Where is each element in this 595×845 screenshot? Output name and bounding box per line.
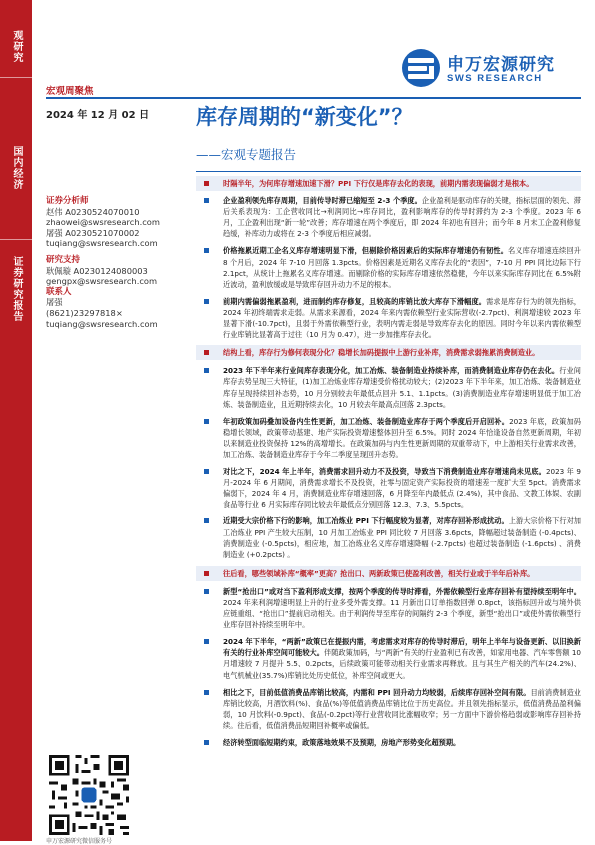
logo-chinese-name: 申万宏源研究 [447,55,555,75]
sidebar-label-research: 观研究 [11,30,22,63]
logo-english-name: SWS RESEARCH [447,73,543,84]
item-lead: 前期内需偏弱拖累盈利，进而制约库存修复，且较高的库销比放大库存下滑幅度。 [223,296,487,306]
item-body: 2024 年来利润增速明显上升的行业多受外需支撑。11 月新出口订单指数回弹 0.8pct，该指标回升或与境外供应链重组、“抢出口”提前启动相关。由于利润传导至库存的间隔约 2-3 个季度，新型“抢出口”或使外需依赖型行业库存回补持续至明年中。 [223,598,581,630]
qr-code-icon [46,752,132,838]
sidebar-divider [0,239,32,240]
list-item [196,365,581,409]
bullet-icon [204,248,209,253]
item-text [223,636,581,680]
item-lead: 企业盈利领先库存周期，目前传导时滞已缩短至 2-3 个季度。 [223,196,422,206]
item-text [223,586,581,630]
report-body [196,176,581,753]
bullet-icon [204,518,209,523]
list-item [196,687,581,731]
title-rule [196,171,581,172]
list-item [196,195,581,239]
bullet-icon [204,639,209,644]
report-category: 宏观周聚焦 [46,86,94,97]
bullet-icon [204,350,209,355]
item-lead: 2023 年下半年来行业间库存表现分化，加工冶炼、装备制造业持续补库，而消费制造业库存仍在去化。 [223,366,560,376]
item-text [223,568,577,579]
support-line: 耿佩璇 A0230124080003 [46,265,148,276]
item-text [223,515,581,559]
item-text [223,195,581,239]
item-body: 行业间库存去势呈现三大特征，(1)加工冶炼业库存增速受价格扰动较大；(2)2023 年下半年来，加工冶炼、装备制造业库存呈现持续回补态势，10 月分别较去年最低点回升 5.1、1.1pcts。(3)消费制造业库存增速明显低于加工冶炼、装备制造业，且近期持续去化，10 月较去年最高点回落 2.3pcts。 [223,366,581,409]
list-item [196,586,581,630]
list-item [196,245,581,289]
bullet-icon [204,299,209,304]
bullet-icon [204,469,209,474]
list-item [196,296,581,340]
bullet-icon [204,368,209,373]
analyst-email[interactable]: zhaowei@swsresearch.com [46,217,160,228]
bullet-icon [204,419,209,424]
item-lead: 价格拖累近期工企名义库存增速明显下滑，但剔除价格因素后的实际库存增速仍有韧性。 [223,246,509,256]
qr-caption: 申万宏源研究微信服务号 [46,838,113,845]
item-lead: 新型“抢出口”或对当下盈利形成支撑，按两个季度的传导时滞看，外需依赖型行业库存回补有望持续至明年中。 [223,586,581,596]
list-item [196,636,581,680]
item-text [223,296,581,340]
brand-logo [401,48,581,88]
analyst-line: 屠强 A0230521070002 [46,227,140,238]
analyst-email[interactable]: tuqiang@swsresearch.com [46,238,158,249]
item-text [223,416,581,460]
item-body: 2023 年底，政策加码稳增长领域，政策带动基建、地产实际投资增速整体回升至 6.5%。同时 2024 年恰逢设备自然更新周期，年初以来制造业投资保持 12%的高增增长。在政策加码与内生性更新周期的双重带动下，中上游相关行业需求改善，加工冶炼、装备制造业库存于今年二季度呈现回升态势。 [223,416,581,459]
bullet-icon [204,740,209,745]
item-text [223,178,577,189]
list-item [196,737,581,748]
item-body: 时隔半年，为何库存增速加速下滑？PPI 下行仅是库存去化的表现，前期内需表现偏弱才是根本。 [223,179,534,188]
item-lead: 2024 年下半年，“两新”政策已在提振内需，考虑需求对库存的传导时滞后，明年上半年与设备更新、以旧换新有关的行业补库空间可能较大。 [223,637,581,658]
item-text [223,245,581,289]
list-item [196,416,581,460]
bullet-icon [204,589,209,594]
item-text [223,365,581,409]
report-subtitle: ——宏观专题报告 [196,147,297,162]
analyst-line: 赵伟 A0230524070010 [46,206,140,217]
item-lead: 经济转型面临短期约束，政策落地效果不及预期，房地产形势变化超预期。 [223,738,461,748]
item-body: 上游大宗价格下行对加工冶炼业 PPI 产生较大压制，10 月加工冶炼业 PPI 同比较 7 月回落 3.6pcts，降幅超过装备制造 (-0.4pcts)、消费制造业 (-0.5pcts)，相应地，加工冶炼业名义库存增速降幅 (-2.7pcts) 也超过装备制造 (-1.6pcts) 、消费制造业 (+0.2pcts) 。 [223,516,581,559]
contact-name: 屠强 [46,297,63,308]
contact-email[interactable]: tuqiang@swsresearch.com [46,318,158,329]
contact-phone: (8621)23297818× [46,307,123,318]
report-title: 库存周期的“新变化”？ [196,105,413,129]
report-date: 2024 年 12 月 02 日 [46,110,150,121]
support-heading: 研究支持 [46,254,81,265]
sidebar-divider [0,77,32,78]
list-item [196,466,581,510]
list-item [196,515,581,559]
item-lead: 年初政策加码叠加设备内生性更新，加工冶炼、装备制造业库存于两个季度后开启回补。 [223,416,510,426]
sidebar-strip [0,0,32,841]
highlight-item [196,345,581,360]
sws-logo-icon [401,48,441,88]
item-body: 结构上看，库存行为修何表现分化？稳增长加码提振中上游行业补库，消费需求弱拖累消费制造业。 [223,348,540,358]
item-text [223,687,581,731]
header-rule [46,97,581,99]
item-text [223,466,581,510]
item-body: 伴随政策加码，与“两新”有关的行业盈利已有改善，如家用电器、汽车零售额 10 月增速较 7 月提升 5.5、0.2pcts，后续政策可能带动相关行业需求再释放。且与其生产相关的汽车(24.2%)、电气机械业(35.7%)库销比处历史低位，补库空间或更大。 [223,648,581,680]
analyst-panel [46,196,191,329]
item-lead: 对比之下，2024 年上半年，消费需求回升动力不及投资，导致当下消费制造业库存增速尚未见底。 [223,467,546,477]
support-email[interactable]: gengpx@swsresearch.com [46,276,158,287]
highlight-item [196,566,581,581]
item-body: 需求是库存行为的领先指标，2024 年初终端需求走弱。从需求来源看，2024 年来内需依赖型行业实际营收(-2.7pct)、利润增速较 2023 年显著下滑(-10.7pct)，且弱于外需依赖型行业，表明内需走弱是导致库存去化的原因。同时今年以来内需依赖型行业库销比显著高于过往（10 月为 0.47），进一步加推库存去化。 [223,296,581,340]
item-body: 往后看，哪些领域补库“概率”更高？抢出口、两新政策已使盈利改善，相关行业或于半年后补库。 [223,568,535,578]
item-text [223,737,581,748]
highlight-item [196,176,581,191]
bullet-icon [204,198,209,203]
item-body: 企业盈利是驱动库存的关键，指标层面的领先、滞后关系表现为：工企营收同比→利润同比→库存同比，盈利影响库存的传导时滞约为 2-3 个季度。2023 年 6 月，工企盈利出现“新一轮”改善；库存增速在两个季度后，即 2024 年初也有回升；而今年 8 月末工企盈利修复趋缓，补库动力或将在 2-3 个季度后相应减弱。 [223,196,581,239]
bullet-icon [204,690,209,695]
bullet-icon [204,181,209,186]
item-lead: 相比之下，目前低值消费品库销比较高，内需和 PPI 回升动力均较弱，后续库存回补空间有限。 [223,687,531,697]
contact-heading: 联系人 [46,286,72,297]
bullet-icon [204,571,209,576]
sidebar-label-securities-report: 证券研究报告 [11,256,22,322]
item-lead: 近期受大宗价格下行的影响，加工冶炼业 PPI 下行幅度较为显著，对库存回补形成扰动。 [223,516,509,526]
item-body: 目前消费制造业库销比较高，月酒饮料(%)、食品(%)等低值消费品库销比位于历史高位。并且领先指标显示，低值消费品盈利偏弱，10 月饮料(-0.9pct)、食品(-0.2pct)等行业营收同比涨幅收窄；另一方面中下游价格趋弱或影响库存回补持续。往后看，低值消费品短期回补概率或偏低。 [223,687,581,730]
item-body: 名义库存增速连续回升 8 个月后，2024 年 7-10 月回落 1.3pcts。价格因素是近期名义库存去化的“表因”，7-10 月 PPI 同比边际下行 2.1pct，从统计上拖累名义库存增速。而剔除价格的实际库存增速依然稳健，今年以来实际库存同比在 6.5%附近波动，盈利放缓或是导致库存回升动力不足的根本。 [223,246,581,289]
analyst-heading: 证券分析师 [46,196,89,206]
sidebar-label-domestic-economy: 国内经济 [11,146,22,190]
item-body: 2023 年 9 月-2024 年 6 月期间，消费需求增长不及投资，社零与固定资产实际投资的增速差一度扩大至 5pct。消费需求偏弱下，2024 年 4 月，消费制造业库存增速回落，6 月降至年内最低点 (2.4%)，其中食品、文教工体娱、农副食品等行业 6 月实际库存同比较去年最低点分别回落 12.3、7.3、5.5pcts。 [223,467,582,510]
item-text [223,347,577,358]
